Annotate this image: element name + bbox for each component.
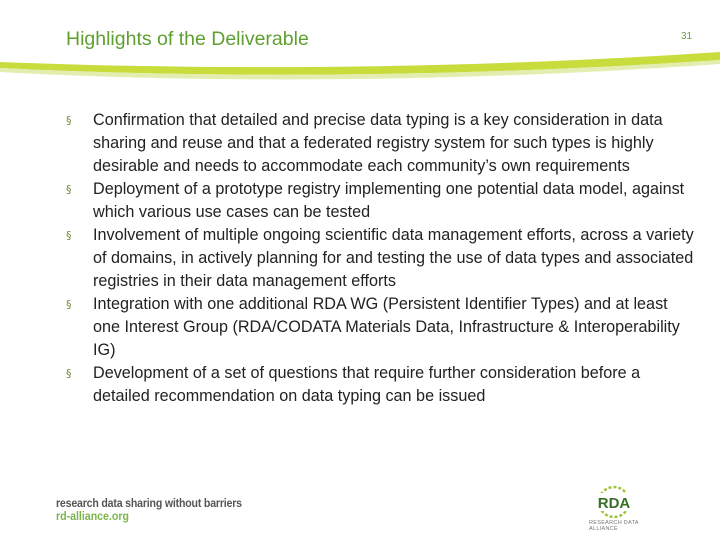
rda-logo-text: RDA: [597, 495, 631, 512]
bullet-marker: §: [66, 298, 72, 311]
bullet-item: [66, 109, 696, 178]
slide-title: Highlights of the Deliverable: [66, 28, 309, 50]
page-number: 31: [681, 31, 693, 42]
footer-tagline-text: research data sharing without barriers: [56, 498, 242, 510]
bullet-marker: §: [66, 183, 72, 196]
footer-tagline: [56, 498, 258, 523]
bullet-marker: §: [66, 367, 72, 380]
bullet-text: Deployment of a prototype registry implementing one potential data model, against which various use cases can be tested: [93, 180, 685, 221]
bullet-item: [66, 178, 696, 224]
bullet-text: Integration with one additional RDA WG (Persistent Identifier Types) and at least one Interest Group (RDA/CODATA Materials Data, Infrastructure & Interoperability IG): [93, 295, 680, 359]
bullet-text: Development of a set of questions that require further consideration before a detailed recommendation on data typing can be issued: [93, 364, 641, 405]
bullet-marker: §: [66, 114, 72, 127]
bullet-item: [66, 224, 696, 293]
bullet-marker: §: [66, 229, 72, 242]
bullet-item: [66, 362, 696, 408]
bullet-text: Involvement of multiple ongoing scientific data management efforts, across a variety of domains, in actively planning for and testing the use of data types and associated registries in their data management efforts: [93, 226, 694, 290]
footer-url[interactable]: rd-alliance.org: [56, 511, 129, 523]
rda-logo-caption: RESEARCH DATA ALLIANCE: [589, 520, 639, 532]
bullet-item: [66, 293, 696, 362]
header-swoosh: [0, 40, 720, 90]
bullet-text: Confirmation that detailed and precise data typing is a key consideration in data sharing and reuse and that a federated registry system for such types is highly desirable and needs to accommodate each community’s own requirements: [93, 111, 663, 175]
bullet-list: [66, 109, 696, 408]
